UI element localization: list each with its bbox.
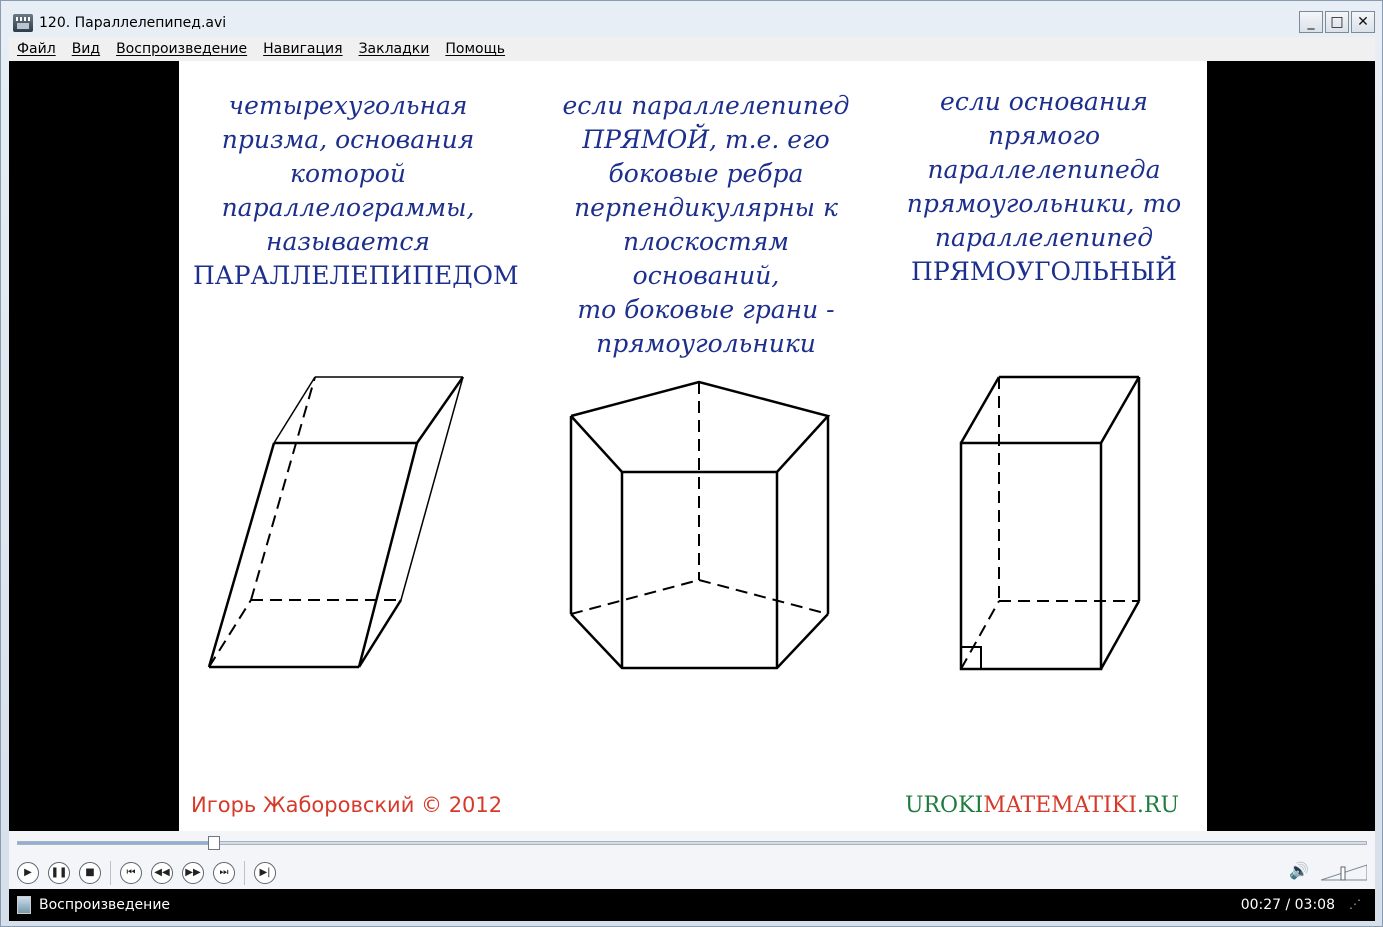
frame-step-button[interactable]: ▶| [254, 862, 276, 884]
text-line: прямого [987, 121, 1101, 150]
resize-grip-icon[interactable]: ⋰ [1349, 897, 1361, 911]
rectangular-parallelepiped-figure [954, 371, 1144, 671]
player-controls [9, 831, 1375, 889]
definition-right-parallelepiped [541, 89, 871, 361]
text-line: прямоугольники, то [906, 189, 1182, 218]
seek-fill [18, 842, 214, 844]
site-part-2: MATEMATIKI [983, 793, 1137, 818]
author-caption: Игорь Жаборовский © 2012 [191, 793, 503, 817]
next-button[interactable]: ⏭ [213, 862, 235, 884]
menu-playback[interactable]: Воспроизведение [116, 41, 248, 57]
minimize-button[interactable]: _ [1299, 11, 1323, 33]
text-line: призма, основания [221, 125, 475, 154]
text-line: параллелограммы, [221, 193, 475, 222]
separator [244, 861, 245, 885]
menu-help[interactable]: Помощь [445, 41, 506, 57]
window-title: 120. Параллелепипед.avi [39, 15, 227, 31]
speaker-icon[interactable]: 🔊 [1289, 861, 1309, 880]
status-bar [9, 889, 1375, 921]
menu-bar [9, 37, 1375, 61]
text-line: называется [266, 227, 430, 256]
seek-thumb[interactable] [208, 836, 220, 850]
stop-button[interactable]: ■ [79, 862, 101, 884]
definition-rectangular-parallelepiped [891, 85, 1197, 289]
close-button[interactable]: ✕ [1351, 11, 1375, 33]
menu-file[interactable]: Файл [17, 41, 56, 57]
transport-buttons [17, 861, 285, 885]
video-frame [179, 61, 1207, 831]
status-text: Воспроизведение [39, 897, 171, 913]
clapperboard-icon [13, 14, 33, 32]
separator [110, 861, 111, 885]
text-line: четырехугольная [228, 91, 468, 120]
text-line: оснований, [632, 261, 780, 290]
pause-button[interactable]: ❚❚ [48, 862, 70, 884]
status-icon [17, 896, 31, 914]
volume-slider[interactable] [1321, 863, 1367, 881]
forward-button[interactable]: ▶▶ [182, 862, 204, 884]
definition-parallelepiped [193, 89, 519, 293]
menu-navigation[interactable]: Навигация [263, 41, 343, 57]
seek-bar[interactable] [17, 841, 1367, 845]
site-part-3: .RU [1136, 793, 1179, 818]
menu-view[interactable]: Вид [71, 41, 101, 57]
menu-bookmarks[interactable]: Закладки [358, 41, 430, 57]
maximize-button[interactable]: □ [1325, 11, 1349, 33]
text-line: ПРЯМОУГОЛЬНЫЙ [911, 257, 1177, 286]
text-line: если основания [940, 87, 1148, 116]
right-prism-figure [564, 376, 839, 676]
text-line: если параллелепипед [562, 91, 850, 120]
site-caption [905, 793, 1179, 818]
rewind-button[interactable]: ◀◀ [151, 862, 173, 884]
text-line: параллелепипеда [927, 155, 1161, 184]
text-line: прямоугольники [596, 329, 816, 358]
text-line: то боковые грани - [577, 295, 835, 324]
text-line: ПАРАЛЛЕЛЕПИПЕДОМ [193, 261, 519, 290]
play-button[interactable]: ▶ [17, 862, 39, 884]
window-controls [1299, 11, 1375, 33]
text-line: плоскостям [622, 227, 790, 256]
previous-button[interactable]: ⏮ [120, 862, 142, 884]
title-bar [9, 9, 1375, 37]
text-line: которой [290, 159, 406, 188]
text-line: перпендикулярны к [574, 193, 838, 222]
time-display: 00:27 / 03:08 [1240, 897, 1335, 913]
site-part-1: UROKI [904, 793, 984, 818]
text-line: боковые ребра [608, 159, 804, 188]
text-line: ПРЯМОЙ, т.е. его [582, 125, 830, 154]
text-line: параллелепипед [934, 223, 1154, 252]
oblique-parallelepiped-figure [199, 371, 499, 681]
